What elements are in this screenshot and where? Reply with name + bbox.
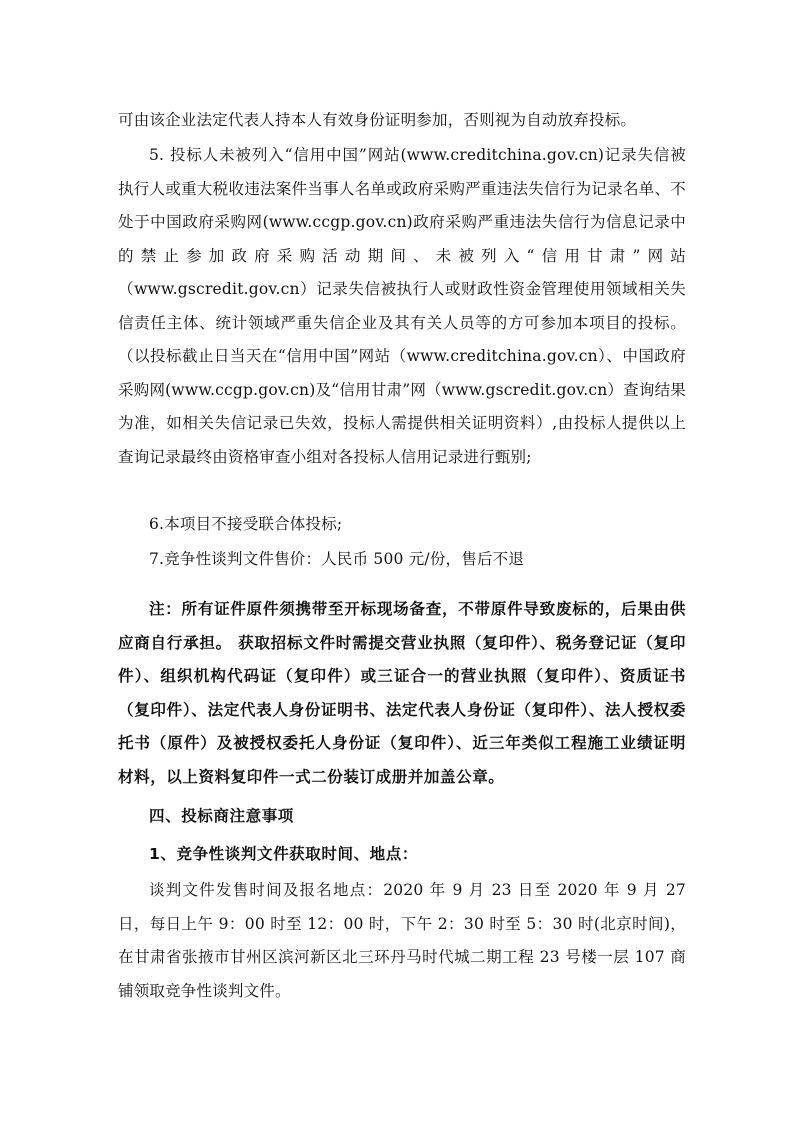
section-4-heading: 四、投标商注意事项: [149, 807, 294, 825]
paragraph-item-7: 7.竞争性谈判文件售价：人民币 500 元/份，售后不退: [149, 550, 525, 568]
subsection-1-heading: 1、竞争性谈判文件获取时间、地点：: [149, 845, 418, 863]
paragraph-note: 注：所有证件原件须携带至开标现场备查，不带原件导致废标的，后果由供应商自行承担。 获取招标文件时需提交营业执照（复印件）、税务登记证（复印件）、组织机构代码证（复印件）或三证合一的营业执照（复印件）、资质证书（复印件）、法定代表人身份证明书、法定代表人身份证（复印件）、法人授权委托书（原件）及被授权委托人身份证（复印件）、近三年类似工程施工业绩证明材料，以上资料复印件一式二份装订成册并加盖公章。: [118, 600, 686, 786]
paragraph-item-6: 6.本项目不接受联合体投标;: [149, 515, 343, 533]
paragraph-item-5: 5. 投标人未被列入“信用中国”网站(www.creditchina.gov.cn)记录失信被执行人或重大税收违法案件当事人名单或政府采购严重违法失信行为记录名单、不处于中国政府采购网(www.ccgp.gov.cn)政府采购严重违法失信行为信息记录中的禁止参加政府采购活动期间、未被列入“信用甘肃”网站（www.gscredit.gov.cn）记录失信被执行人或财政性资金管理使用领域相关失信责任主体、统计领域严重失信企业及其有关人员等的方可参加本项目的投标。（以投标截止日当天在“信用中国”网站（www.creditchina.gov.cn）、中国政府采购网(www.ccgp.gov.cn)及“信用甘肃”网（www.gscredit.gov.cn）查询结果为准，如相关失信记录已失效，投标人需提供相关证明资料）,由投标人提供以上查询记录最终由资格审查小组对各投标人信用记录进行甄别;: [118, 146, 686, 466]
paragraph-intro: 可由该企业法定代表人持本人有效身份证明参加，否则视为自动放弃投标。: [118, 111, 637, 129]
paragraph-sale-time-location: 谈判文件发售时间及报名地点：2020 年 9 月 23 日至 2020 年 9 月 27 日，每日上午 9：00 时至 12：00 时，下午 2：30 时至 5：30 时(北京时间)，在甘肃省张掖市甘州区滨河新区北三环丹马时代城二期工程 23 号楼一层 107 商铺领取竞争性谈判文件。: [118, 881, 686, 1000]
